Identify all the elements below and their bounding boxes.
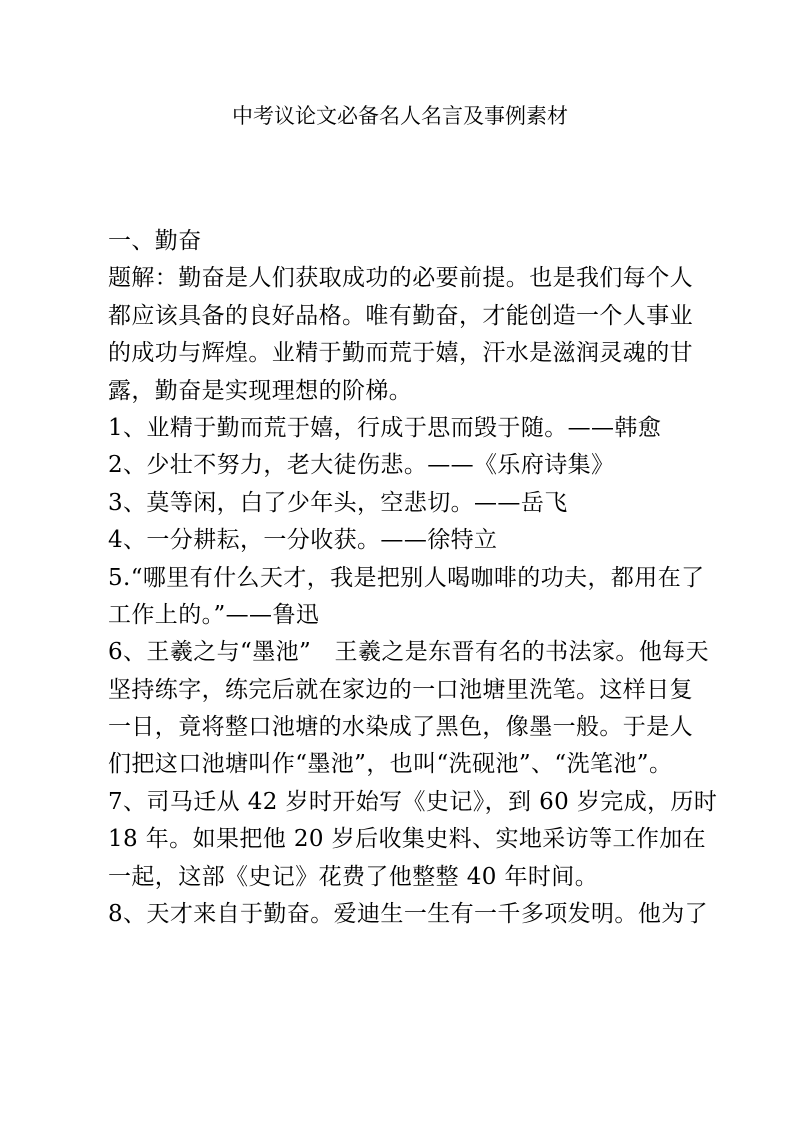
example-item-6: 6、王羲之与“墨池” 王羲之是东晋有名的书法家。他每天: [108, 639, 709, 666]
quote-item-3: 3、莫等闲，白了少年头，空悲切。——岳飞: [108, 489, 568, 516]
quote-item-5: 5.“哪里有什么天才，我是把别人喝咖啡的功夫，都用在了: [108, 564, 705, 591]
quote-item-1: 1、业精于勤而荒于嬉，行成于思而毁于随。——韩愈: [108, 414, 662, 441]
example-item-7: 7、司马迁从 42 岁时开始写《史记》，到 60 岁完成，历时: [108, 788, 718, 815]
example-item-7-continued: 18 年。如果把他 20 岁后收集史料、实地采访等工作加在: [108, 826, 707, 853]
example-item-6-continued: 们把这口池塘叫作“墨池”，也叫“洗砚池”、“洗笔池”。: [108, 751, 673, 778]
section-heading-diligence: 一、勤奋: [108, 228, 202, 254]
example-item-6-continued: 坚持练字，练完后就在家边的一口池塘里洗笔。这样日复: [108, 676, 693, 703]
paragraph-line: 题解：勤奋是人们获取成功的必要前提。也是我们每个人: [108, 265, 693, 292]
quote-item-5-continued: 工作上的。”——鲁迅: [108, 601, 320, 628]
example-item-6-continued: 一日，竟将整口池塘的水染成了黑色，像墨一般。于是人: [108, 714, 693, 741]
paragraph-line: 露，勤奋是实现理想的阶梯。: [108, 377, 413, 404]
paragraph-line: 的成功与辉煌。业精于勤而荒于嬉，汗水是滋润灵魂的甘: [108, 340, 693, 367]
document-title: 中考议论文必备名人名言及事例素材: [232, 104, 568, 128]
paragraph-line: 都应该具备的良好品格。唯有勤奋，才能创造一个人事业: [108, 302, 693, 329]
document-body: [108, 223, 728, 933]
example-item-8: 8、天才来自于勤奋。爱迪生一生有一千多项发明。他为了: [108, 901, 709, 928]
example-item-7-continued: 一起，这部《史记》花费了他整整 40 年时间。: [108, 863, 599, 890]
quote-item-4: 4、一分耕耘，一分收获。——徐特立: [108, 527, 498, 554]
quote-item-2: 2、少壮不努力，老大徒伤悲。——《乐府诗集》: [108, 452, 615, 479]
